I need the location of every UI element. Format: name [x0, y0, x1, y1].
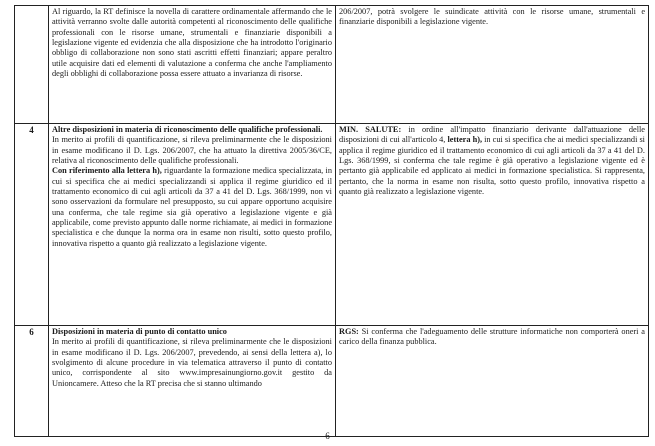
page-number: 6 — [325, 431, 330, 441]
response-cell — [336, 326, 649, 437]
section-heading: Altre disposizioni in materia di riconoscimento delle qualifiche professionali. — [52, 125, 323, 134]
analysis-text: In merito ai profili di quantificazione, si rileva preliminarmente che le disposizioni in esame modificano il D. Lgs. 206/2007, prevedendo, ai sensi della lettera a), lo svolgimento di alcune procedure in via telematica attraverso il punto di contatto unico, corrispondente al sito www.impresainungiorno.gov.it gestito da Unioncamere. Atteso che la RT precisa che si stanno ultimando — [52, 337, 332, 388]
table-row — [15, 326, 649, 437]
response-text: Si conferma che l'adeguamento delle strutture informatiche non comporterà oneri a carico della finanza pubblica. — [339, 327, 645, 347]
respondent-label: RGS: — [339, 327, 359, 336]
sub-heading: Con riferimento alla lettera h), — [52, 166, 162, 176]
analysis-sub-text: riguardante la formazione medica specializzata, in cui si specifica che ai medici specializzandi si applica il regime giuridico ed il trattamento economico di cui agli articoli da 37 a 41 del D. Lgs. 368/1999, non vi sono osservazioni da formulare nel presupposto, su cui appare opportuno acquisire una conferma, che tale regime sia già operativo a legislazione vigente e già applicabile, come previsto appunto dalle norme richiamate, ai medici in formazione specialistica e che dunque la norma ora in esame non risulti, sotto questo profilo, innovativa rispetto a quanto già realizzato a legislazione vigente. — [52, 166, 332, 248]
response-cell — [336, 124, 649, 326]
section-heading: Disposizioni in materia di punto di contatto unico — [52, 327, 227, 336]
analysis-cell — [49, 6, 336, 124]
response-text: 206/2007, potrà svolgere le suindicate attività con le risorse umane, strumentali e finanziarie disponibili a legislazione vigente. — [339, 7, 645, 27]
response-text-a: in ordine all'impatto finanziario derivante dall'attuazione delle disposizioni di cui all'articolo 4, — [339, 125, 645, 145]
table-row — [15, 124, 649, 326]
document-table — [14, 5, 649, 437]
respondent-label: MIN. SALUTE: — [339, 125, 402, 134]
response-text-b: in cui si specifica che ai medici specializzandi si applica il regime giuridico ed il trattamento economico di cui agli articoli da 37 a 41 del D. Lgs. 368/1999, si conferma che tale regime è già operativo a legislazione vigente ed è pertanto già applicabile ed applicato ai medici in formazione specialistica. Si rappresenta, pertanto, che la norma in esame non risulta, sotto questo profilo, innovativa rispetto a quanto già realizzato a legislazione vigente. — [339, 135, 645, 197]
table-row — [15, 6, 649, 124]
response-bold-ref: lettera h), — [447, 135, 483, 145]
analysis-cell — [49, 124, 336, 326]
response-cell — [336, 6, 649, 124]
analysis-cell — [49, 326, 336, 437]
analysis-text: Al riguardo, la RT definisce la novella di carattere ordinamentale affermando che le attività verranno svolte dalle autorità competenti al riconoscimento delle qualifiche professionali con le risorse umane, strumentali e finanziarie disponibili a legislazione vigente ed evidenzia che alla disposizione che ha introdotto l'originario obbligo di collaborazione non sono stati ascritti effetti finanziari; appare peraltro utile acquisire dati ed elementi di valutazione a conferma che anche l'ampliamento degli obblighi di collaborazione possa essere attuato a invarianza di risorse. — [52, 7, 332, 79]
row-number: 4 — [15, 124, 49, 326]
row-number — [15, 6, 49, 124]
row-number: 6 — [15, 326, 49, 437]
analysis-text: In merito ai profili di quantificazione, si rileva preliminarmente che le disposizioni in esame modificano il D. Lgs. 206/2007, che ha attuato la direttiva 2005/36/CE, relativa al riconoscimento delle qualifiche professionali. — [52, 135, 332, 166]
